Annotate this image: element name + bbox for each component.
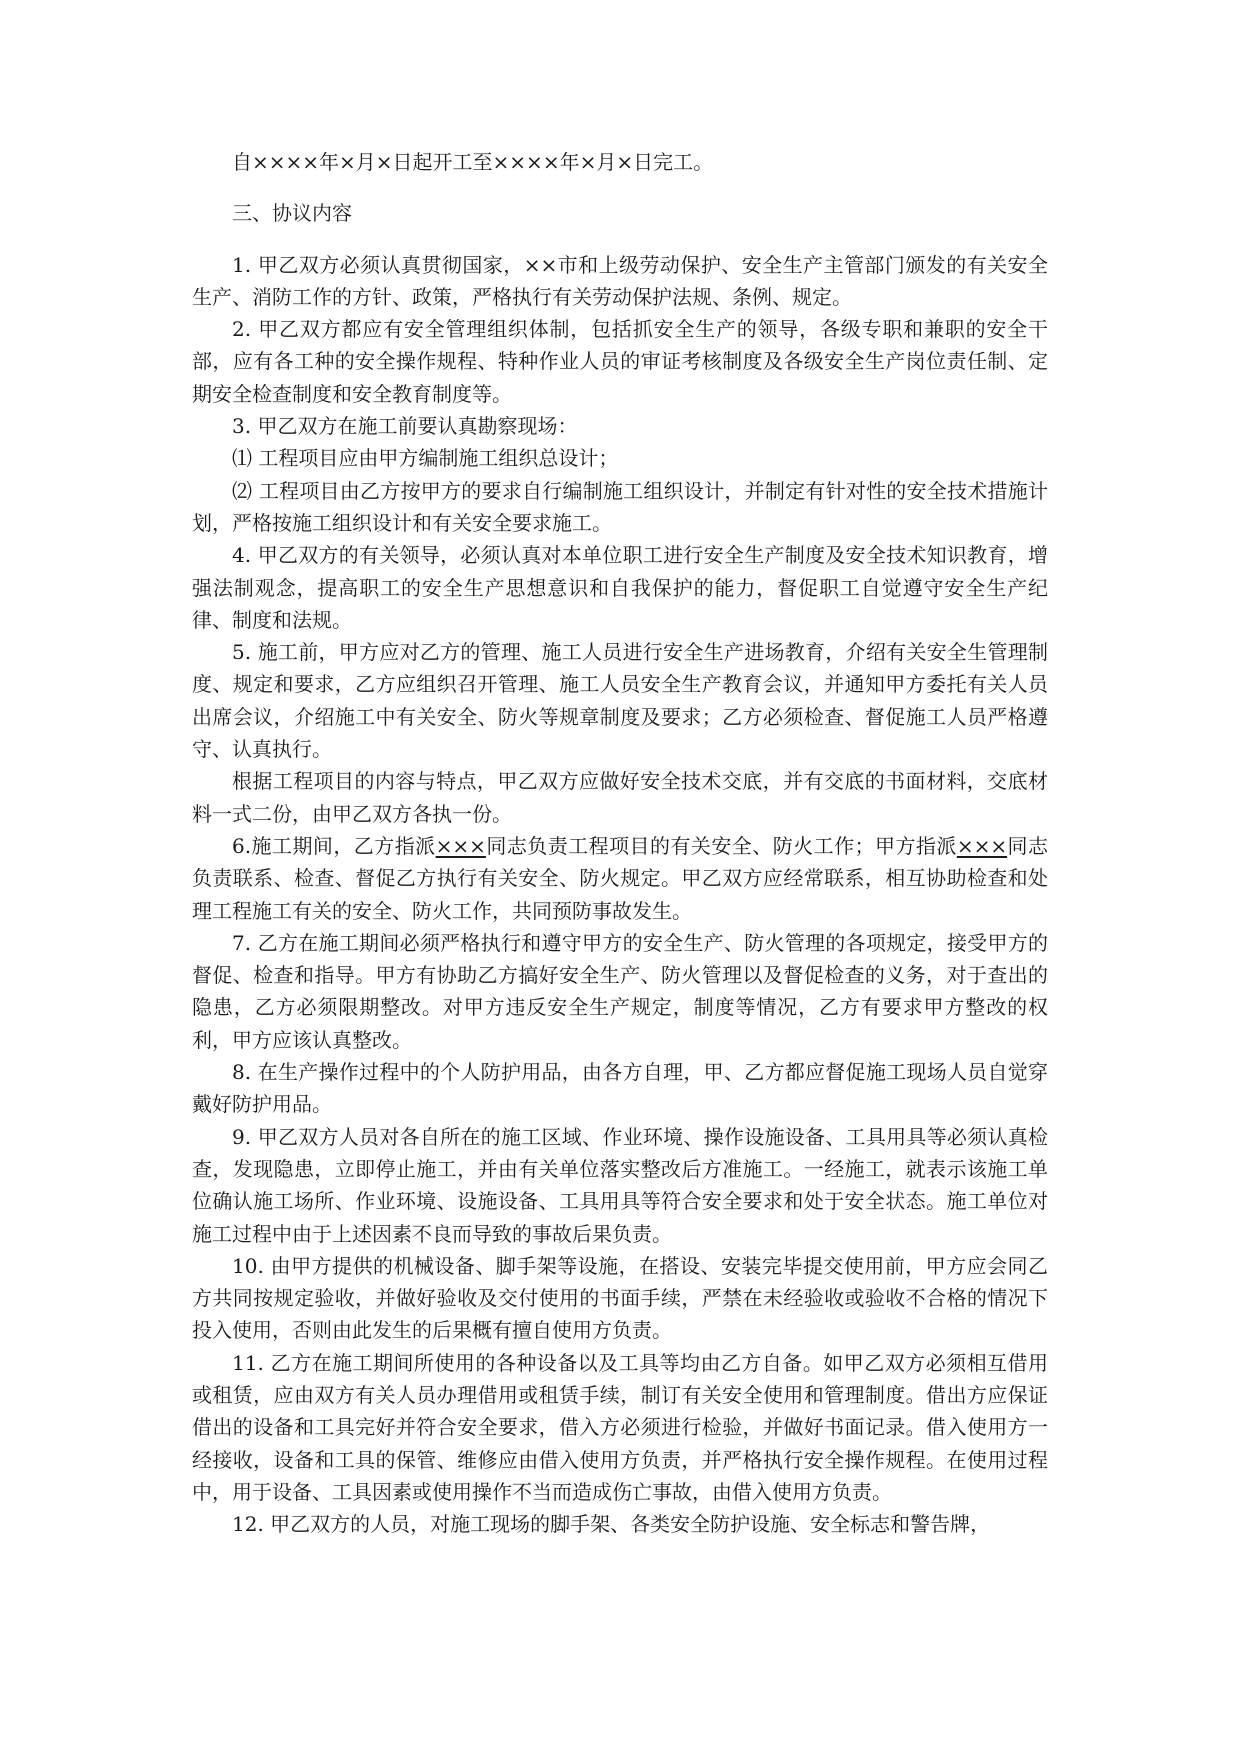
clause-11: 11. 乙方在施工期间所使用的各种设备以及工具等均由乙方自备。如甲乙双方必须相互借用或租赁，应由双方有关人员办理借用或租赁手续，制订有关安全使用和管理制度。借出方应保证借出的设备和工具完好并符合安全要求，借入方必须进行检验，并做好书面记录。借入使用方一经接收，设备和工具的保管、维修应由借入使用方负责，并严格执行安全操作规程。在使用过程中，用于设备、工具因素或使用操作不当而造成伤亡事故，由借入使用方负责。 (192, 1350, 1048, 1504)
clause-5: 5. 施工前，甲方应对乙方的管理、施工人员进行安全生产进场教育，介绍有关安全生管理制度、规定和要求，乙方应组织召开管理、施工人员安全生产教育会议，并通知甲方委托有关人员出席会议，介绍施工中有关安全、防火等规章制度及要求；乙方必须检查、督促施工人员严格遵守、认真执行。 (192, 640, 1048, 762)
clause-8: 8. 在生产操作过程中的个人防护用品，由各方自理，甲、乙方都应督促施工现场人员自觉穿戴好防护用品。 (192, 1060, 1048, 1117)
clause-5-note: 根据工程项目的内容与特点，甲乙双方应做好安全技术交底，并有交底的书面材料，交底材料一式二份，由甲乙双方各执一份。 (192, 769, 1048, 826)
clause-6-text-a: 6.施工期间，乙方指派 (232, 833, 436, 858)
document-body (192, 146, 1048, 1540)
clause-7: 7. 乙方在施工期间必须严格执行和遵守甲方的安全生产、防火管理的各项规定，接受甲方的督促、检查和指导。甲方有协助乙方搞好安全生产、防火管理以及督促检查的义务，对于查出的隐患，乙方必须限期整改。对甲方违反安全生产规定，制度等情况，乙方有要求甲方整改的权利，甲方应该认真整改。 (192, 930, 1048, 1052)
clause-1: 1. 甲乙双方必须认真贯彻国家，××市和上级劳动保护、安全生产主管部门颁发的有关安全生产、消防工作的方针、政策，严格执行有关劳动保护法规、条例、规定。 (192, 252, 1048, 309)
clause-6-text-b: 同志负责工程项目的有关安全、防火工作；甲方指派 (485, 833, 957, 858)
party-b-contact-blank: ××× (435, 833, 486, 858)
clause-10: 10. 由甲方提供的机械设备、脚手架等设施，在搭设、安装完毕提交使用前，甲方应会同乙方共同按规定验收，并做好验收及交付使用的书面手续，严禁在未经验收或验收不合格的情况下投入使用，否则由此发生的后果概有擅自使用方负责。 (192, 1253, 1048, 1343)
completion-date-line: 自××××年×月×日起开工至××××年×月×日完工。 (232, 150, 714, 174)
clause-9: 9. 甲乙双方人员对各自所在的施工区域、作业环境、操作设施设备、工具用具等必须认真检查，发现隐患，立即停止施工，并由有关单位落实整改后方准施工。一经施工，就表示该施工单位确认施工场所、作业环境、设施设备、工具用具等符合安全要求和处于安全状态。施工单位对施工过程中由于上述因素不良而导致的事故后果负责。 (192, 1124, 1048, 1246)
section-heading: 三、协议内容 (232, 201, 352, 226)
party-a-contact-blank: ××× (956, 833, 1008, 858)
clause-3: 3. 甲乙双方在施工前要认真勘察现场： (232, 414, 578, 439)
clause-6-text-c: 同志负责联系、检查、督促乙方执行有关安全、防火规定。甲乙双方应经常联系，相互协助检查和处理工程施工有关的安全、防火工作，共同预防事故发生。 (192, 833, 1049, 923)
clause-6 (192, 830, 1048, 927)
clause-12: 12. 甲乙双方的人员，对施工现场的脚手架、各类安全防护设施、安全标志和警告牌， (232, 1512, 991, 1537)
clause-2: 2. 甲乙双方都应有安全管理组织体制，包括抓安全生产的领导，各级专职和兼职的安全干部，应有各工种的安全操作规程、特种作业人员的审证考核制度及各级安全生产岗位责任制、定期安全检查制度和安全教育制度等。 (192, 317, 1048, 406)
clause-3-item-2: ⑵ 工程项目由乙方按甲方的要求自行编制施工组织设计，并制定有针对性的安全技术措施计划，严格按施工组织设计和有关安全要求施工。 (192, 478, 1048, 535)
clause-4: 4. 甲乙双方的有关领导，必须认真对本单位职工进行安全生产制度及安全技术知识教育，增强法制观念，提高职工的安全生产思想意识和自我保护的能力，督促职工自觉遵守安全生产纪律、制度和法规。 (192, 543, 1048, 632)
clause-3-item-1: ⑴ 工程项目应由甲方编制施工组织总设计； (232, 446, 619, 471)
